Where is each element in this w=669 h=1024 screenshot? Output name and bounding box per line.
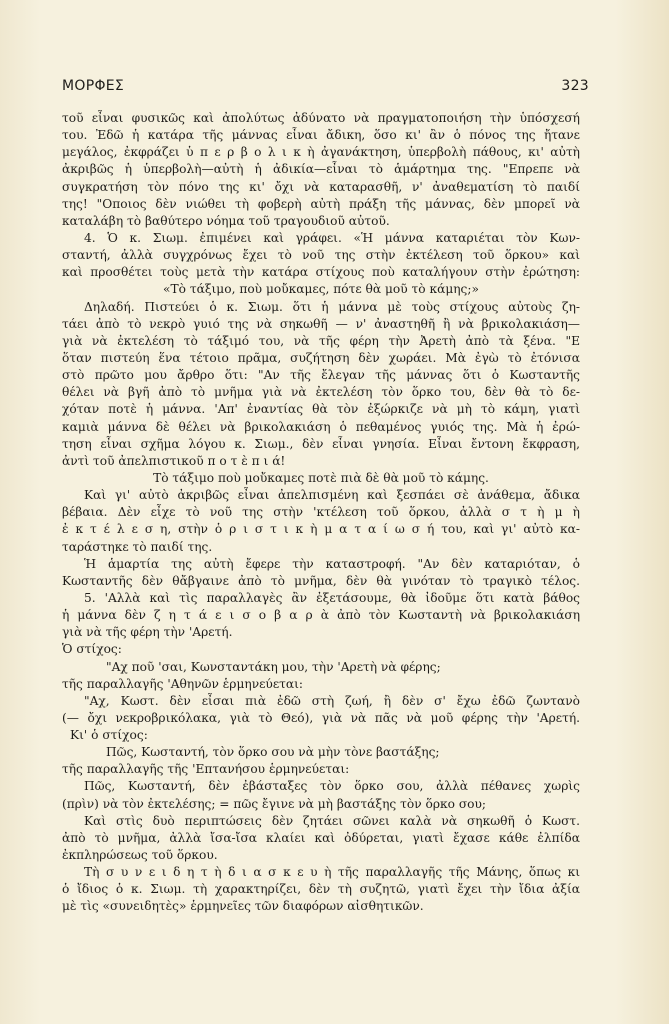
text-line: ὁ ἴδιος ὁ κ. Σιωμ. τὴ χαρακτηρίζει, δὲν τὴ συζητῶ, γιατὶ ἔχει τὴν ἴδια ἀξία [62, 882, 580, 897]
text-line: σταντή, ἀλλὰ συγχρόνως ἔχει τὸ νοῦ της στὴν ἐκτέλεση τοῦ ὅρκου» καὶ [62, 248, 580, 263]
running-header [62, 78, 589, 94]
text-line: Τὴ σ υ ν ε ι δ η τ ὴ δ ι α σ κ ε υ ὴ τῆς παραλλαγῆς τῆς Μάνης, ὅπως κι [84, 865, 580, 880]
text-line: "Αχ, Κωστ. δὲν εἶσαι πιὰ ἐδῶ στὴ ζωή, ἢ δὲν σ' ἔχω ἐδῶ ζωντανὸ [84, 693, 580, 708]
text-line: γιὰ νὰ ἐκτελέση τὸ τάξιμό του, νὰ τῆς φέρη τὴν Ἀρετὴ ἀπὸ τὰ ξένα. "Ε [62, 333, 580, 348]
text-line: Δηλαδή. Πιστεύει ὁ κ. Σιωμ. ὅτι ἡ μάννα μὲ τοὺς στίχους αὐτοὺς ζη- [84, 299, 580, 314]
text-line: ἐκπληρώσεως τοῦ ὅρκου. [62, 848, 218, 863]
text-line: Πῶς, Κωσταντή, δὲν ἐβάσταξες τὸν ὅρκο σου, ἀλλὰ πέθανες χωρὶς [84, 779, 580, 794]
text-line: τῆς παραλλαγῆς τῆς 'Επτανήσου ἑρμηνεύεται: [62, 762, 350, 777]
text-line: Ὁ στίχος: [62, 642, 122, 657]
text-line: Κι' ὁ στίχος: [70, 728, 148, 743]
body-text [62, 110, 580, 916]
text-line: χόταν ποτὲ ἡ μάννα. 'Απ' ἐναντίας θὰ τὸν ἐξώρκιζε νὰ μὴ τὸ κάμη, γιατὶ [62, 402, 580, 417]
text-line: τηση εἶναι σχῆμα λόγου κ. Σιωμ., δὲν εἶναι γνησία. Εἶναι ἔντονη ἔκφραση, [62, 436, 580, 451]
text-line: βέβαια. Δὲν εἶχε τὸ νοῦ της στὴν 'κτέλεση τοῦ ὅρκου, ἀλλὰ σ τ ὴ μ ὴ [62, 505, 580, 520]
text-line: της! "Οποιος δὲν νιώθει τὴ φοβερὴ αὐτὴ πράξη τῆς μάννας, δὲν μπορεῖ νὰ [62, 196, 580, 211]
text-line: 4. Ὁ κ. Σιωμ. ἐπιμένει καὶ γράφει. «Ἡ μάννα καταριέται τὸν Κων- [84, 230, 580, 245]
text-line: γιὰ νὰ τῆς φέρη τὴν 'Αρετή. [62, 625, 233, 640]
text-line: καὶ προσθέτει τοὺς μετὰ τὴν κατάρα στίχους ποὺ καταλήγουν στὴν ἐρώτηση: [62, 265, 580, 280]
text-line: τῆς παραλλαγῆς 'Αθηνῶν ἑρμηνεύεται: [62, 676, 303, 691]
text-line: Καὶ στὶς δυὸ περιπτώσεις δὲν ζητάει σῶνει καλὰ νὰ σηκωθῆ ὁ Κωστ. [84, 813, 580, 828]
text-line: συγκρατήση τὸν πόνο της κι' ὄχι νὰ καταρασθῆ, ν' ἀναθεματίση τὸ παιδί [62, 179, 580, 194]
text-line: "Αχ ποῦ 'σαι, Κωνσταντάκη μου, τὴν 'Αρετὴ νὰ φέρης; [106, 659, 441, 674]
text-line: Πῶς, Κωσταντή, τὸν ὅρκο σου νὰ μὴν τὸνε βαστάξης; [106, 745, 440, 760]
text-line: (— ὄχι νεκροβρικόλακα, γιὰ τὸ Θεό), γιὰ νὰ πᾶς νὰ μοῦ φέρης τὴν 'Αρετή. [62, 710, 580, 725]
text-line: θέλει νὰ βγῆ ἀπὸ τὸ μνῆμα γιὰ νὰ ἐκτελέση τὸν ὅρκο του, δὲν θὰ τὸ δε- [62, 385, 580, 400]
text-line: ἀντὶ τοῦ ἀπελπιστικοῦ π ο τ ὲ π ι ά! [62, 453, 286, 468]
text-line: Ἡ ἁμαρτία της αὐτὴ ἔφερε τὴν καταστροφή. "Αν δὲν καταριόταν, ὁ [84, 556, 580, 571]
text-line: ἐ κ τ έ λ ε σ η, στὴν ὁ ρ ι σ τ ι κ ὴ μ α τ α ί ω σ ή του, καὶ γι' αὐτὸ κα- [62, 522, 580, 537]
text-line: τάει ἀπὸ τὸ νεκρὸ γυιό της νὰ σηκωθῆ — ν' ἀναστηθῆ ἢ νὰ βρικολακιάση— [62, 316, 580, 331]
text-line: ταράστηκε τὸ παιδί της. [62, 539, 213, 554]
text-line: ὅταν πιστεύη ἕνα τέτοιο πρᾶμα, συζήτηση δὲν χωράει. Μὰ ἐγὼ τὸ ἐτόνισα [62, 350, 580, 365]
running-title: ΜΟΡΦΕΣ [62, 78, 125, 94]
text-line: καταλάβη τὸ βαθύτερο νόημα τοῦ τραγουδιοῦ αὐτοῦ. [62, 213, 390, 228]
page-number: 323 [561, 78, 589, 94]
text-line: «Τὸ τάξιμο, ποὺ μοὔκαμες, πότε θὰ μοῦ τὸ κάμης;» [163, 282, 479, 297]
text-line: καμιὰ μάννα δὲ θέλει νὰ βρικολακιάση ὁ πεθαμένος γυιός της. Μὰ ἡ ἐρώ- [62, 419, 580, 434]
text-line: Κωσταντῆς δὲν θἄβγαινε ἀπὸ τὸ μνῆμα, δὲν θὰ γινόταν τὸ τραγικὸ τέλος. [62, 573, 580, 588]
text-line: Τὸ τάξιμο ποὺ μοὔκαμες ποτὲ πιὰ δὲ θὰ μοῦ τὸ κάμης. [153, 470, 489, 485]
text-line: 5. 'Αλλὰ καὶ τὶς παραλλαγὲς ἂν ἐξετάσουμε, θὰ ἰδοῦμε ὅτι κατὰ βάθος [84, 590, 580, 605]
text-line: ἡ μάννα δὲν ζ η τ ά ε ι σ ο β α ρ ὰ ἀπὸ τὸν Κωσταντὴ νὰ βρικολακιάση [62, 608, 580, 623]
text-line: μεγάλος, ἐκφράζει ὑ π ε ρ β ο λ ι κ ὴ ἀγανάκτηση, ὑπερβολὴ πάθους, κι' αὐτὴ [62, 145, 580, 160]
text-line: στὸ πρῶτο μου ἄρθρο ὅτι: "Αν τῆς ἔλεγαν τῆς μάννας ὅτι ὁ Κωσταντῆς [62, 368, 580, 383]
text-line: μὲ τὶς «συνειδητὲς» ἑρμηνεῖες τῶν διαφόρων αἰσθητικῶν. [62, 899, 424, 914]
text-line: του. Ἐδῶ ἡ κατάρα τῆς μάννας εἶναι ἄδικη, ὅσο κι' ἂν ὁ πόνος της ἤτανε [62, 128, 580, 143]
text-line: τοῦ εἶναι φυσικῶς καὶ ἀπολύτως ἀδύνατο νὰ πραγματοποιήση τὴν ὑπόσχεσή [62, 111, 580, 125]
text-line: ἀκριβῶς ἡ ὑπερβολὴ—αὐτὴ ἡ ἀδικία—εἶναι τὸ ἁμάρτημα της. "Επρεπε νὰ [62, 162, 580, 177]
text-line: ἀπὸ τὸ μνῆμα, ἀλλὰ ἴσα-ἴσα κλαίει καὶ ὀδύρεται, γιατὶ ἔχασε κάθε ἐλπίδα [62, 830, 580, 845]
text-line: Καὶ γι' αὐτὸ ἀκριβῶς εἶναι ἀπελπισμένη καὶ ξεσπάει σὲ ἀνάθεμα, ἄδικα [84, 488, 580, 503]
text-line: (πρὶν) νὰ τὸν ἐκτελέσης; = πῶς ἔγινε νὰ μὴ βαστάξης τὸν ὅρκο σου; [62, 796, 486, 811]
